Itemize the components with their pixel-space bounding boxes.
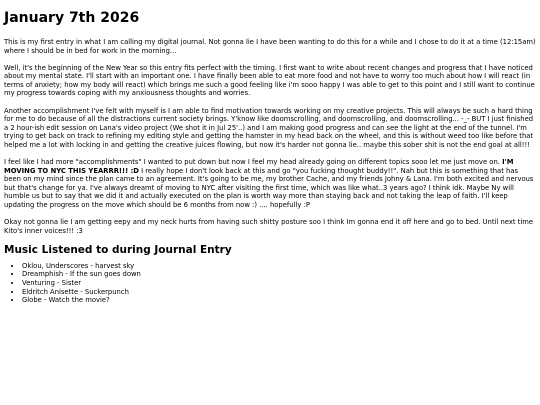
music-track-item: • Oklou, Underscores - harvest sky — [22, 262, 536, 271]
music-track-list — [4, 262, 536, 305]
entry-title: January 7th 2026 — [4, 10, 140, 26]
entry-paragraph-nyc — [4, 158, 536, 210]
entry-paragraph-closing: Okay not gonna lie I am getting eepy and my neck hurts from having such shitty posture soo I think Im gonna end it off here and go to bed. Until next time Kito's inner voices!!! :3 — [4, 218, 534, 235]
music-track-item: • Venturing - Sister — [22, 279, 536, 288]
music-heading: Music Listened to during Journal Entry — [4, 243, 232, 256]
nyc-text-after: I really hope I don't look back at this and go "you fucking thought buddy!!". Nah but this is something that has been on my mind since the plan came to an agreement. It's going to be me, my brother Cache, and my friends Johny & Lana. I'm both excited and nervous but that's change for ya. I've always dreamt of moving to NYC after visiting the first time, which was like what..3 years ago? I think idk. Maybe Ny will humble us but to say that we did it and actually executed on the plan is worth way more than staying back and not taking the leap of faith. I'll keep updating the progress on the move which should be 6 months from now :) .... hopefully :P — [4, 166, 534, 209]
entry-paragraph-new-year: Well, it's the beginning of the New Year so this entry fits perfect with the timing. I first want to write about recent changes and progress that I have noticed about my mental state. I'll start with an important one. I have finally been able to eat more food and not have to worry too much about how I will react (in terms of anxiety; how my body will react) which brings me such a good feeling like i'm sooo happy I was able to get to this point and I still want to continue my progress towards coping with my anxiousness thoughts and worries. — [4, 63, 535, 98]
music-track-item: • Eldritch Anisette - Suckerpunch — [22, 288, 536, 297]
nyc-announcement: I'M MOVING TO NYC THIS YEARRR!!! :D — [4, 158, 514, 175]
music-track-item: • Globe - Watch the movie? — [22, 296, 536, 305]
nyc-text-before: I feel like I had more "accomplishments" I wanted to put down but now I feel my head already going on different topics sooo let me just move on. — [4, 158, 503, 167]
music-track-item: • Dreamphish - If the sun goes down — [22, 270, 536, 279]
entry-paragraph-creative: Another accomplishment I've felt with myself is I am able to find motivation towards working on my creative projects. This will always be such a hard thing for me to do because of all the distractions current society brings. Y'know like doomscrolling, and doomscrolling, and doomscrolling... -_- BUT I just finished a 2 hour-ish edit session on Lana's video project (We shot it in Jul 25'..) and I am making good progress and can see the light at the end of the tunnel. I'm trying to get back on track to refining my editing style and getting the hamster in my head back on the wheel, and this is without weed too like before that helped me a lot with locking in and getting the creative juices flowing, but now it's harder not gonna lie.. maybe this sober shit is not the end goal at all!!! — [4, 106, 534, 149]
entry-paragraph-intro: This is my first entry in what I am calling my digital journal. Not gonna lie I have been wanting to do this for a while and I chose to do it at a time (12:15am) where I should be in bed for work in the morning... — [4, 38, 536, 55]
